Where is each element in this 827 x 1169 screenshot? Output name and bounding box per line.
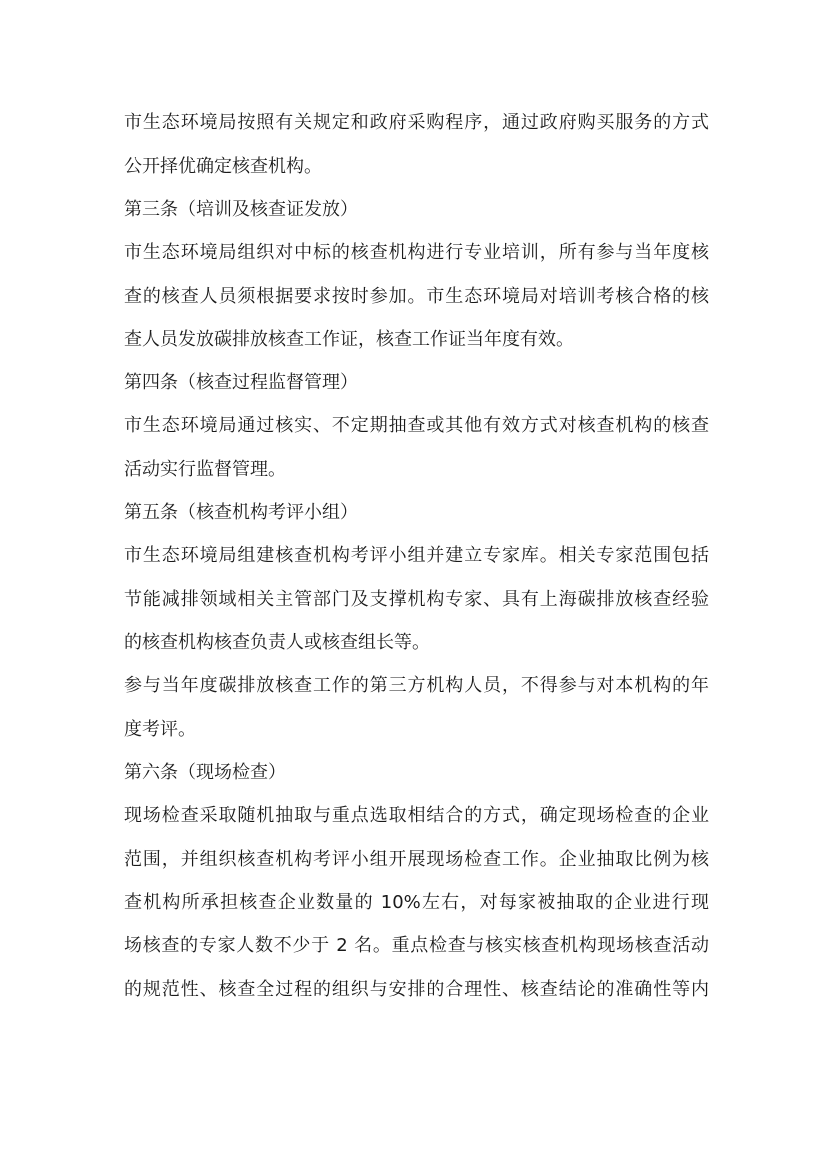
paragraph-line: 查人员发放碳排放核查工作证，核查工作证当年度有效。 xyxy=(124,329,574,350)
paragraph-line: 的核查机构核查负责人或核查组长等。 xyxy=(124,632,430,653)
paragraph-line: 查机构所承担核查企业数量的 10%左右，对每家被抽取的企业进行现 xyxy=(124,892,709,913)
paragraph-line: 范围，并组织核查机构考评小组开展现场检查工作。企业抽取比例为核 xyxy=(124,849,709,870)
article-heading: 第四条（核查过程监督管理） xyxy=(124,372,358,393)
article-heading: 第六条（现场检查） xyxy=(124,762,286,783)
paragraph-line: 参与当年度碳排放核查工作的第三方机构人员，不得参与对本机构的年 xyxy=(124,675,709,696)
paragraph-line: 现场检查采取随机抽取与重点选取相结合的方式，确定现场检查的企业 xyxy=(124,805,709,826)
article-heading: 第三条（培训及核查证发放） xyxy=(124,199,358,220)
paragraph-line: 查的核查人员须根据要求按时参加。市生态环境局对培训考核合格的核 xyxy=(124,286,709,307)
paragraph-line: 活动实行监督管理。 xyxy=(124,459,286,480)
paragraph-line: 公开择优确定核查机构。 xyxy=(124,156,322,177)
paragraph-line: 节能减排领域相关主管部门及支撑机构专家、具有上海碳排放核查经验 xyxy=(124,589,709,610)
paragraph-line: 市生态环境局按照有关规定和政府采购程序，通过政府购买服务的方式 xyxy=(124,112,709,133)
paragraph-line: 市生态环境局组织对中标的核查机构进行专业培训，所有参与当年度核 xyxy=(124,242,709,263)
article-heading: 第五条（核查机构考评小组） xyxy=(124,502,358,523)
paragraph-line: 度考评。 xyxy=(124,719,196,740)
paragraph-line: 市生态环境局通过核实、不定期抽查或其他有效方式对核查机构的核查 xyxy=(124,415,709,436)
paragraph-line: 场核查的专家人数不少于 2 名。重点检查与核实核查机构现场核查活动 xyxy=(124,935,709,956)
paragraph-line: 的规范性、核查全过程的组织与安排的合理性、核查结论的准确性等内 xyxy=(124,979,709,1000)
paragraph-line: 市生态环境局组建核查机构考评小组并建立专家库。相关专家范围包括 xyxy=(124,545,709,566)
